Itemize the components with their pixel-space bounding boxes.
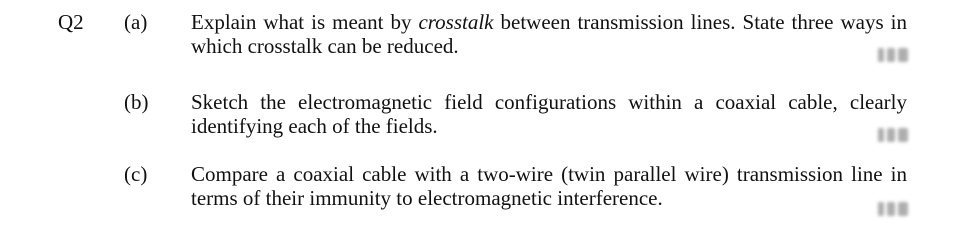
part-a-label: (a): [124, 10, 148, 34]
part-b-label: (b): [124, 90, 149, 114]
part-b-marks-redacted: [876, 128, 910, 142]
part-c-text: Compare a coaxial cable with a two-wire (twin parallel wire) transmission line in terms of their immunity to electromagnetic interference.: [191, 162, 907, 210]
part-a-italic-term: crosstalk: [418, 10, 494, 34]
part-a-text-start: Explain what is meant by: [191, 10, 419, 34]
part-c-marks-redacted: [876, 202, 910, 216]
part-a-text: [191, 10, 907, 58]
part-b-text: Sketch the electromagnetic field configurations within a coaxial cable, clearly identifying each of the fields.: [191, 90, 907, 138]
part-a-text-end: between transmission lines. State three ways in which crosstalk can be reduced.: [191, 10, 907, 58]
part-c-label: (c): [124, 162, 148, 186]
part-a-marks-redacted: [876, 48, 910, 62]
question-number: Q2: [58, 10, 84, 34]
